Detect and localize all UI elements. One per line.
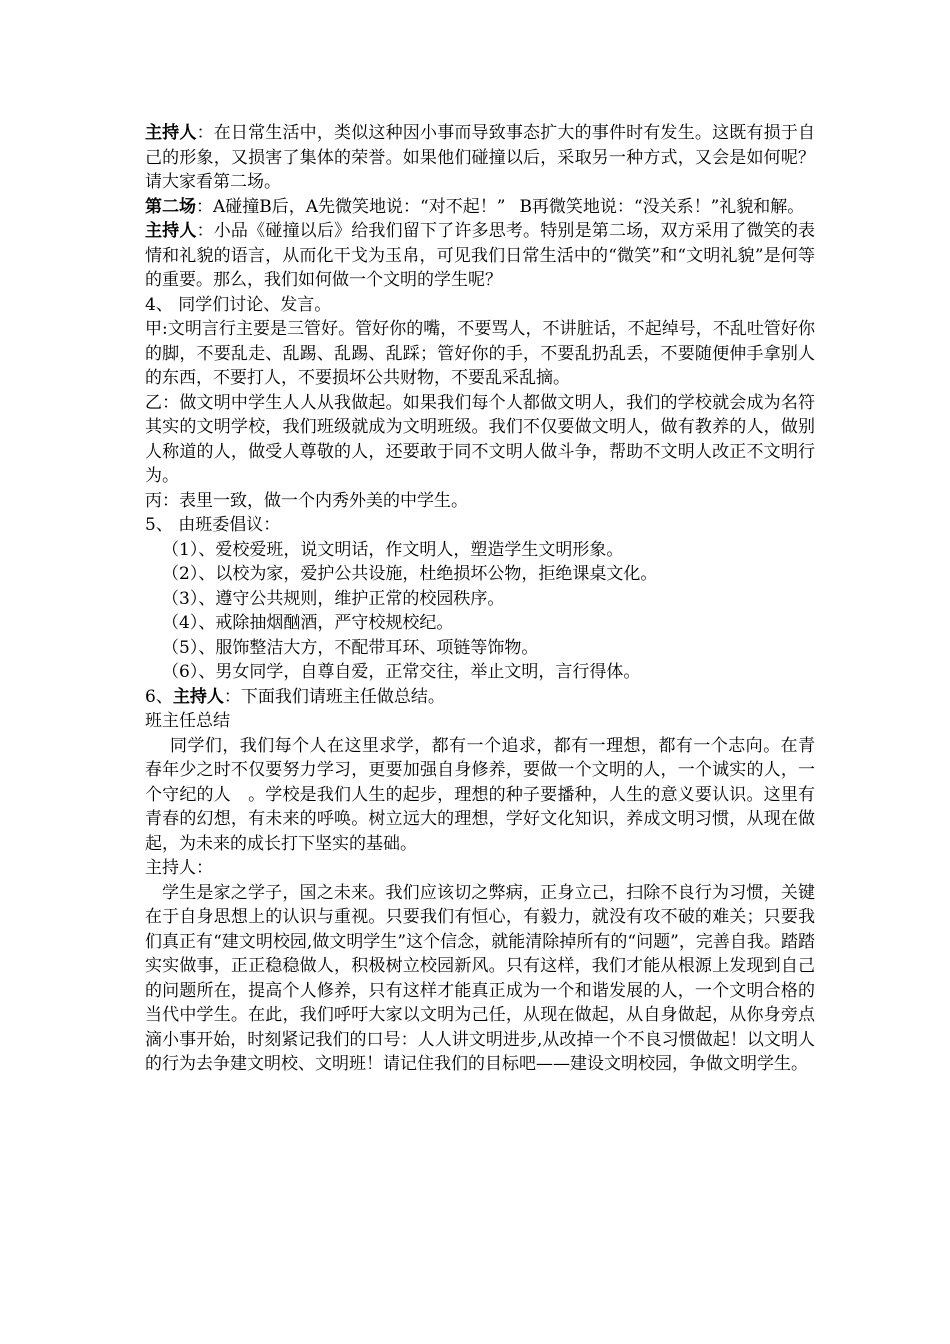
section-6-heading	[145, 685, 815, 710]
host-reflection-paragraph	[145, 219, 815, 293]
speaker-label: 主持人	[172, 686, 224, 707]
section-4-heading: 4、 同学们讨论、发言。	[145, 294, 332, 315]
host-intro-paragraph	[145, 121, 815, 195]
host-closing-text: 学生是家之学子，国之未来。我们应该切之弊病，正身立己，扫除不良行为习惯，关键在于自身思想上的认识与重视。只要我们有恒心，有毅力，就没有攻不破的难关；只要我们真正有“建文明校园,做文明学生”这个信念，就能清除掉所有的“问题”，完善自我。踏踏实实做事，正正稳稳做人，积极树立校园新风。只有这样，我们才能从根源上发现到自己的问题所在，提高个人修养，只有这样才能真正成为一个和谐发展的人，一个文明合格的当代中学生。在此，我们呼吁大家以文明为己任，从现在做起，从自身做起，从你身旁点滴小事开始，时刻紧记我们的口号：人人讲文明进步,从改掉一个不良习惯做起！以文明人的行为去争建文明校、文明班！请记住我们的目标吧——建设文明校园，争做文明学生。	[145, 882, 815, 1074]
paragraph-text: ：小品《碰撞以后》给我们留下了许多思考。特别是第二场，双方采用了微笑的表情和礼貌的语言，从而化干戈为玉帛，可见我们日常生活中的“微笑”和“文明礼貌”是何等的重要。那么，我们如何做一个文明的学生呢？	[145, 221, 816, 290]
section-5-heading: 5、 由班委倡议：	[145, 515, 281, 535]
scene-two-paragraph	[145, 195, 815, 220]
speech-yi: 乙：做文明中学生人人从我做起。如果我们每个人都做文明人，我们的学校就会成为名符其实的文明学校，我们班级就成为文明班级。我们不仅要做文明人，做有教养的人，做别人称道的人，做受人尊敬的人，还要敢于同不文明人做斗争，帮助不文明人改正不文明行为。	[145, 392, 815, 486]
speech-jia: 甲:文明言行主要是三管好。管好你的嘴，不要骂人，不讲脏话，不起绰号，不乱吐管好你的脚，不要乱走、乱踢、乱踢、乱踩；管好你的手，不要乱扔乱丢，不要随便伸手拿别人的东西，不要打人，不要损坏公共财物，不要乱采乱摘。	[145, 319, 815, 388]
proposal-item: （6）、男女同学，自尊自爱，正常交往，举止文明，言行得体。	[162, 662, 641, 682]
paragraph-text: ：下面我们请班主任做总结。	[223, 686, 445, 707]
scene-text-a: ：A碰撞B后，A先微笑地说：“对不起！”	[196, 196, 506, 217]
host-closing-label: 主持人：	[145, 858, 213, 878]
proposal-item: （1）、爱校爱班，说文明话，作文明人，塑造学生文明形象。	[162, 539, 624, 560]
paragraph-text: ：在日常生活中，类似这种因小事而导致事态扩大的事件时有发生。这既有损于自己的形象，又损害了集体的荣誉。如果他们碰撞以后，采取另一种方式，又会是如何呢？请大家看第二场。	[145, 123, 816, 192]
teacher-summary-text: 同学们，我们每个人在这里求学，都有一个追求，都有一理想，都有一个志向。在青春年少之时不仅要努力学习，更要加强自身修养，要做一个文明的人，一个诚实的人，一个守纪的人 。学校是我们人生的起步，理想的种子要播种，人生的意义要认识。这里有青春的幻想，有未来的呼唤。树立远大的理想，学好文化知识，养成文明习惯，从现在做起，为未来的成长打下坚实的基础。	[145, 735, 815, 854]
speaker-label: 主持人	[145, 123, 197, 143]
section-number: 6、	[145, 686, 173, 707]
speech-bing: 丙：表里一致，做一个内秀外美的中学生。	[145, 490, 468, 511]
document-page	[145, 121, 815, 1077]
proposal-item: （3）、遵守公共规则，维护正常的校园秩序。	[162, 588, 505, 609]
teacher-summary-label: 班主任总结	[145, 711, 230, 731]
speaker-label: 主持人	[145, 221, 197, 241]
proposal-item: （4）、戒除抽烟酗酒，严守校规校纪。	[162, 613, 454, 633]
proposal-item: （2）、以校为家，爱护公共设施，杜绝损坏公物，拒绝课桌文化。	[162, 564, 658, 584]
proposal-item: （5）、服饰整洁大方，不配带耳环、项链等饰物。	[162, 637, 539, 658]
scene-text-b: B再微笑地说：“没关系！”礼貌和解。	[519, 196, 805, 217]
scene-label: 第二场	[145, 196, 196, 217]
